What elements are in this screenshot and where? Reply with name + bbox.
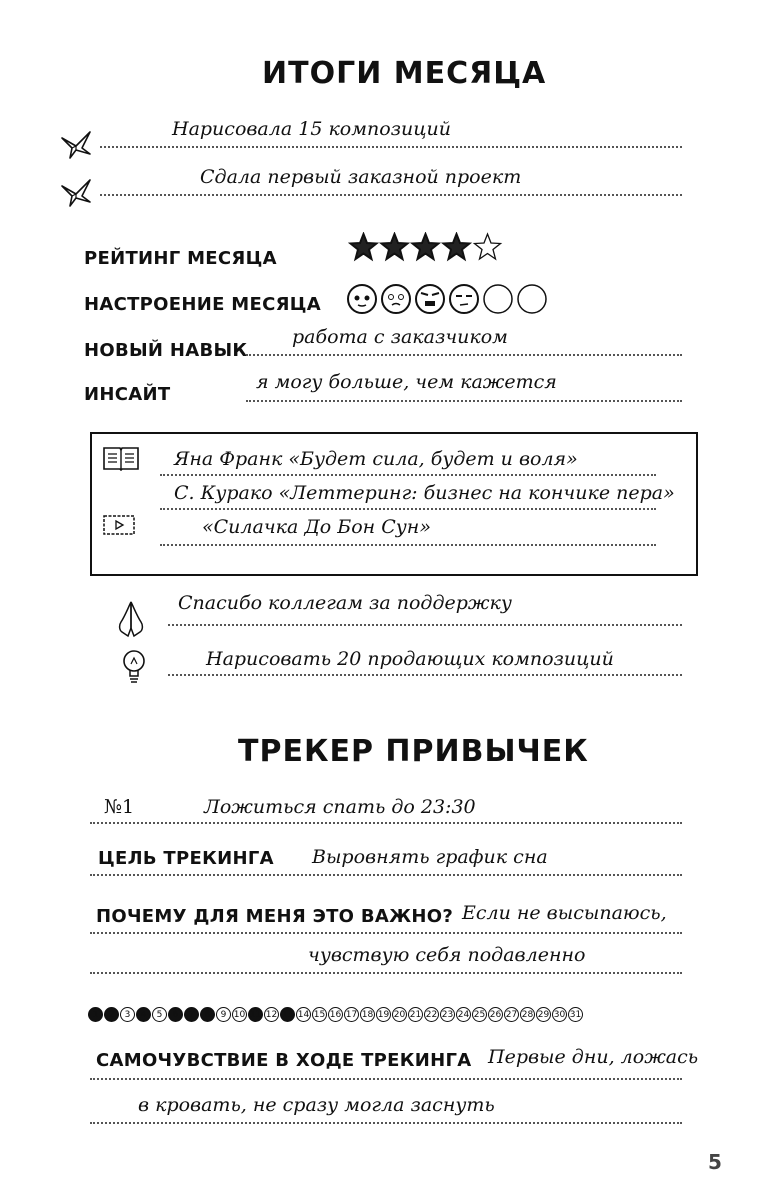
day-circle: 12: [264, 1007, 279, 1022]
day-tracker: [88, 1007, 584, 1022]
mood-face-icon: [448, 283, 480, 315]
day-circle: 23: [440, 1007, 455, 1022]
day-circle: 7: [184, 1007, 199, 1022]
divider: [160, 508, 656, 510]
empty-mood-circle-icon: [482, 283, 514, 315]
divider: [246, 354, 682, 356]
rating-label: РЕЙТИНГ МЕСЯЦА: [84, 248, 277, 269]
book-1: Яна Франк «Будет сила, будет и воля»: [174, 448, 578, 470]
day-circle: 26: [488, 1007, 503, 1022]
filled-star-icon: [379, 232, 410, 262]
video-icon: [102, 514, 136, 536]
day-circle: 28: [520, 1007, 535, 1022]
book-icon: [102, 445, 140, 471]
day-circle: 19: [376, 1007, 391, 1022]
day-circle: 22: [424, 1007, 439, 1022]
divider: [90, 932, 682, 934]
day-circle: 13: [280, 1007, 295, 1022]
day-circle: 1: [88, 1007, 103, 1022]
feeling-line-1: Первые дни, ложась: [488, 1046, 699, 1068]
divider: [90, 1078, 682, 1080]
divider: [90, 874, 682, 876]
empty-mood-circle-icon: [516, 283, 548, 315]
filled-star-icon: [410, 232, 441, 262]
mood-label: НАСТРОЕНИЕ МЕСЯЦА: [84, 294, 321, 315]
insight-value: я могу больше, чем кажется: [256, 371, 557, 393]
divider: [246, 400, 682, 402]
divider: [160, 544, 656, 546]
habit-number: №1: [104, 796, 135, 818]
day-circle: 20: [392, 1007, 407, 1022]
day-circle: 4: [136, 1007, 151, 1022]
mood-face-icon: [380, 283, 412, 315]
day-circle: 15: [312, 1007, 327, 1022]
new-skill-label: НОВЫЙ НАВЫК: [84, 340, 248, 361]
day-circle: 5: [152, 1007, 167, 1022]
day-circle: 2: [104, 1007, 119, 1022]
summary-title: ИТОГИ МЕСЯЦА: [262, 56, 547, 91]
day-circle: 14: [296, 1007, 311, 1022]
day-circle: 8: [200, 1007, 215, 1022]
divider: [168, 624, 682, 626]
why-line-2: чувствую себя подавленно: [308, 944, 586, 966]
day-circle: 18: [360, 1007, 375, 1022]
page-number: 5: [708, 1150, 722, 1174]
empty-star-icon: [472, 232, 503, 262]
book-2: С. Курако «Леттеринг: бизнес на кончике пера»: [174, 482, 675, 504]
day-circle: 3: [120, 1007, 135, 1022]
mood-faces: [346, 283, 548, 315]
insight-label: ИНСАЙТ: [84, 384, 171, 405]
filled-star-icon: [348, 232, 379, 262]
tracker-title: ТРЕКЕР ПРИВЫЧЕК: [238, 734, 589, 769]
day-circle: 17: [344, 1007, 359, 1022]
film-1: «Силачка До Бон Сун»: [202, 516, 431, 538]
new-skill-value: работа с заказчиком: [292, 326, 508, 348]
day-circle: 31: [568, 1007, 583, 1022]
divider: [100, 146, 682, 148]
gratitude-text: Спасибо коллегам за поддержку: [178, 592, 512, 614]
divider: [168, 674, 682, 676]
day-circle: 16: [328, 1007, 343, 1022]
goal-label: ЦЕЛЬ ТРЕКИНГА: [98, 848, 274, 869]
divider: [90, 972, 682, 974]
day-circle: 25: [472, 1007, 487, 1022]
day-circle: 29: [536, 1007, 551, 1022]
filled-star-icon: [441, 232, 472, 262]
paper-crane-icon: [60, 128, 94, 162]
achievement-1: Нарисовала 15 композиций: [172, 118, 451, 140]
paper-crane-icon: [60, 176, 94, 210]
day-circle: 10: [232, 1007, 247, 1022]
rating-stars: [348, 232, 503, 262]
achievement-2: Сдала первый заказной проект: [200, 166, 522, 188]
divider: [90, 1122, 682, 1124]
day-circle: 24: [456, 1007, 471, 1022]
divider: [160, 474, 656, 476]
day-circle: 9: [216, 1007, 231, 1022]
praying-hands-icon: [116, 598, 146, 638]
why-label: ПОЧЕМУ ДЛЯ МЕНЯ ЭТО ВАЖНО?: [96, 906, 454, 927]
why-line-1: Если не высыпаюсь,: [462, 902, 667, 924]
day-circle: 30: [552, 1007, 567, 1022]
divider: [90, 822, 682, 824]
mood-face-icon: [414, 283, 446, 315]
divider: [100, 194, 682, 196]
feeling-label: САМОЧУВСТВИЕ В ХОДЕ ТРЕКИНГА: [96, 1050, 472, 1071]
mood-face-icon: [346, 283, 378, 315]
idea-text: Нарисовать 20 продающих композиций: [206, 648, 614, 670]
day-circle: 21: [408, 1007, 423, 1022]
day-circle: 11: [248, 1007, 263, 1022]
day-circle: 27: [504, 1007, 519, 1022]
goal-value: Выровнять график сна: [312, 846, 548, 868]
lightbulb-icon: [120, 648, 148, 684]
day-circle: 6: [168, 1007, 183, 1022]
feeling-line-2: в кровать, не сразу могла заснуть: [138, 1094, 495, 1116]
habit-name: Ложиться спать до 23:30: [204, 796, 476, 818]
